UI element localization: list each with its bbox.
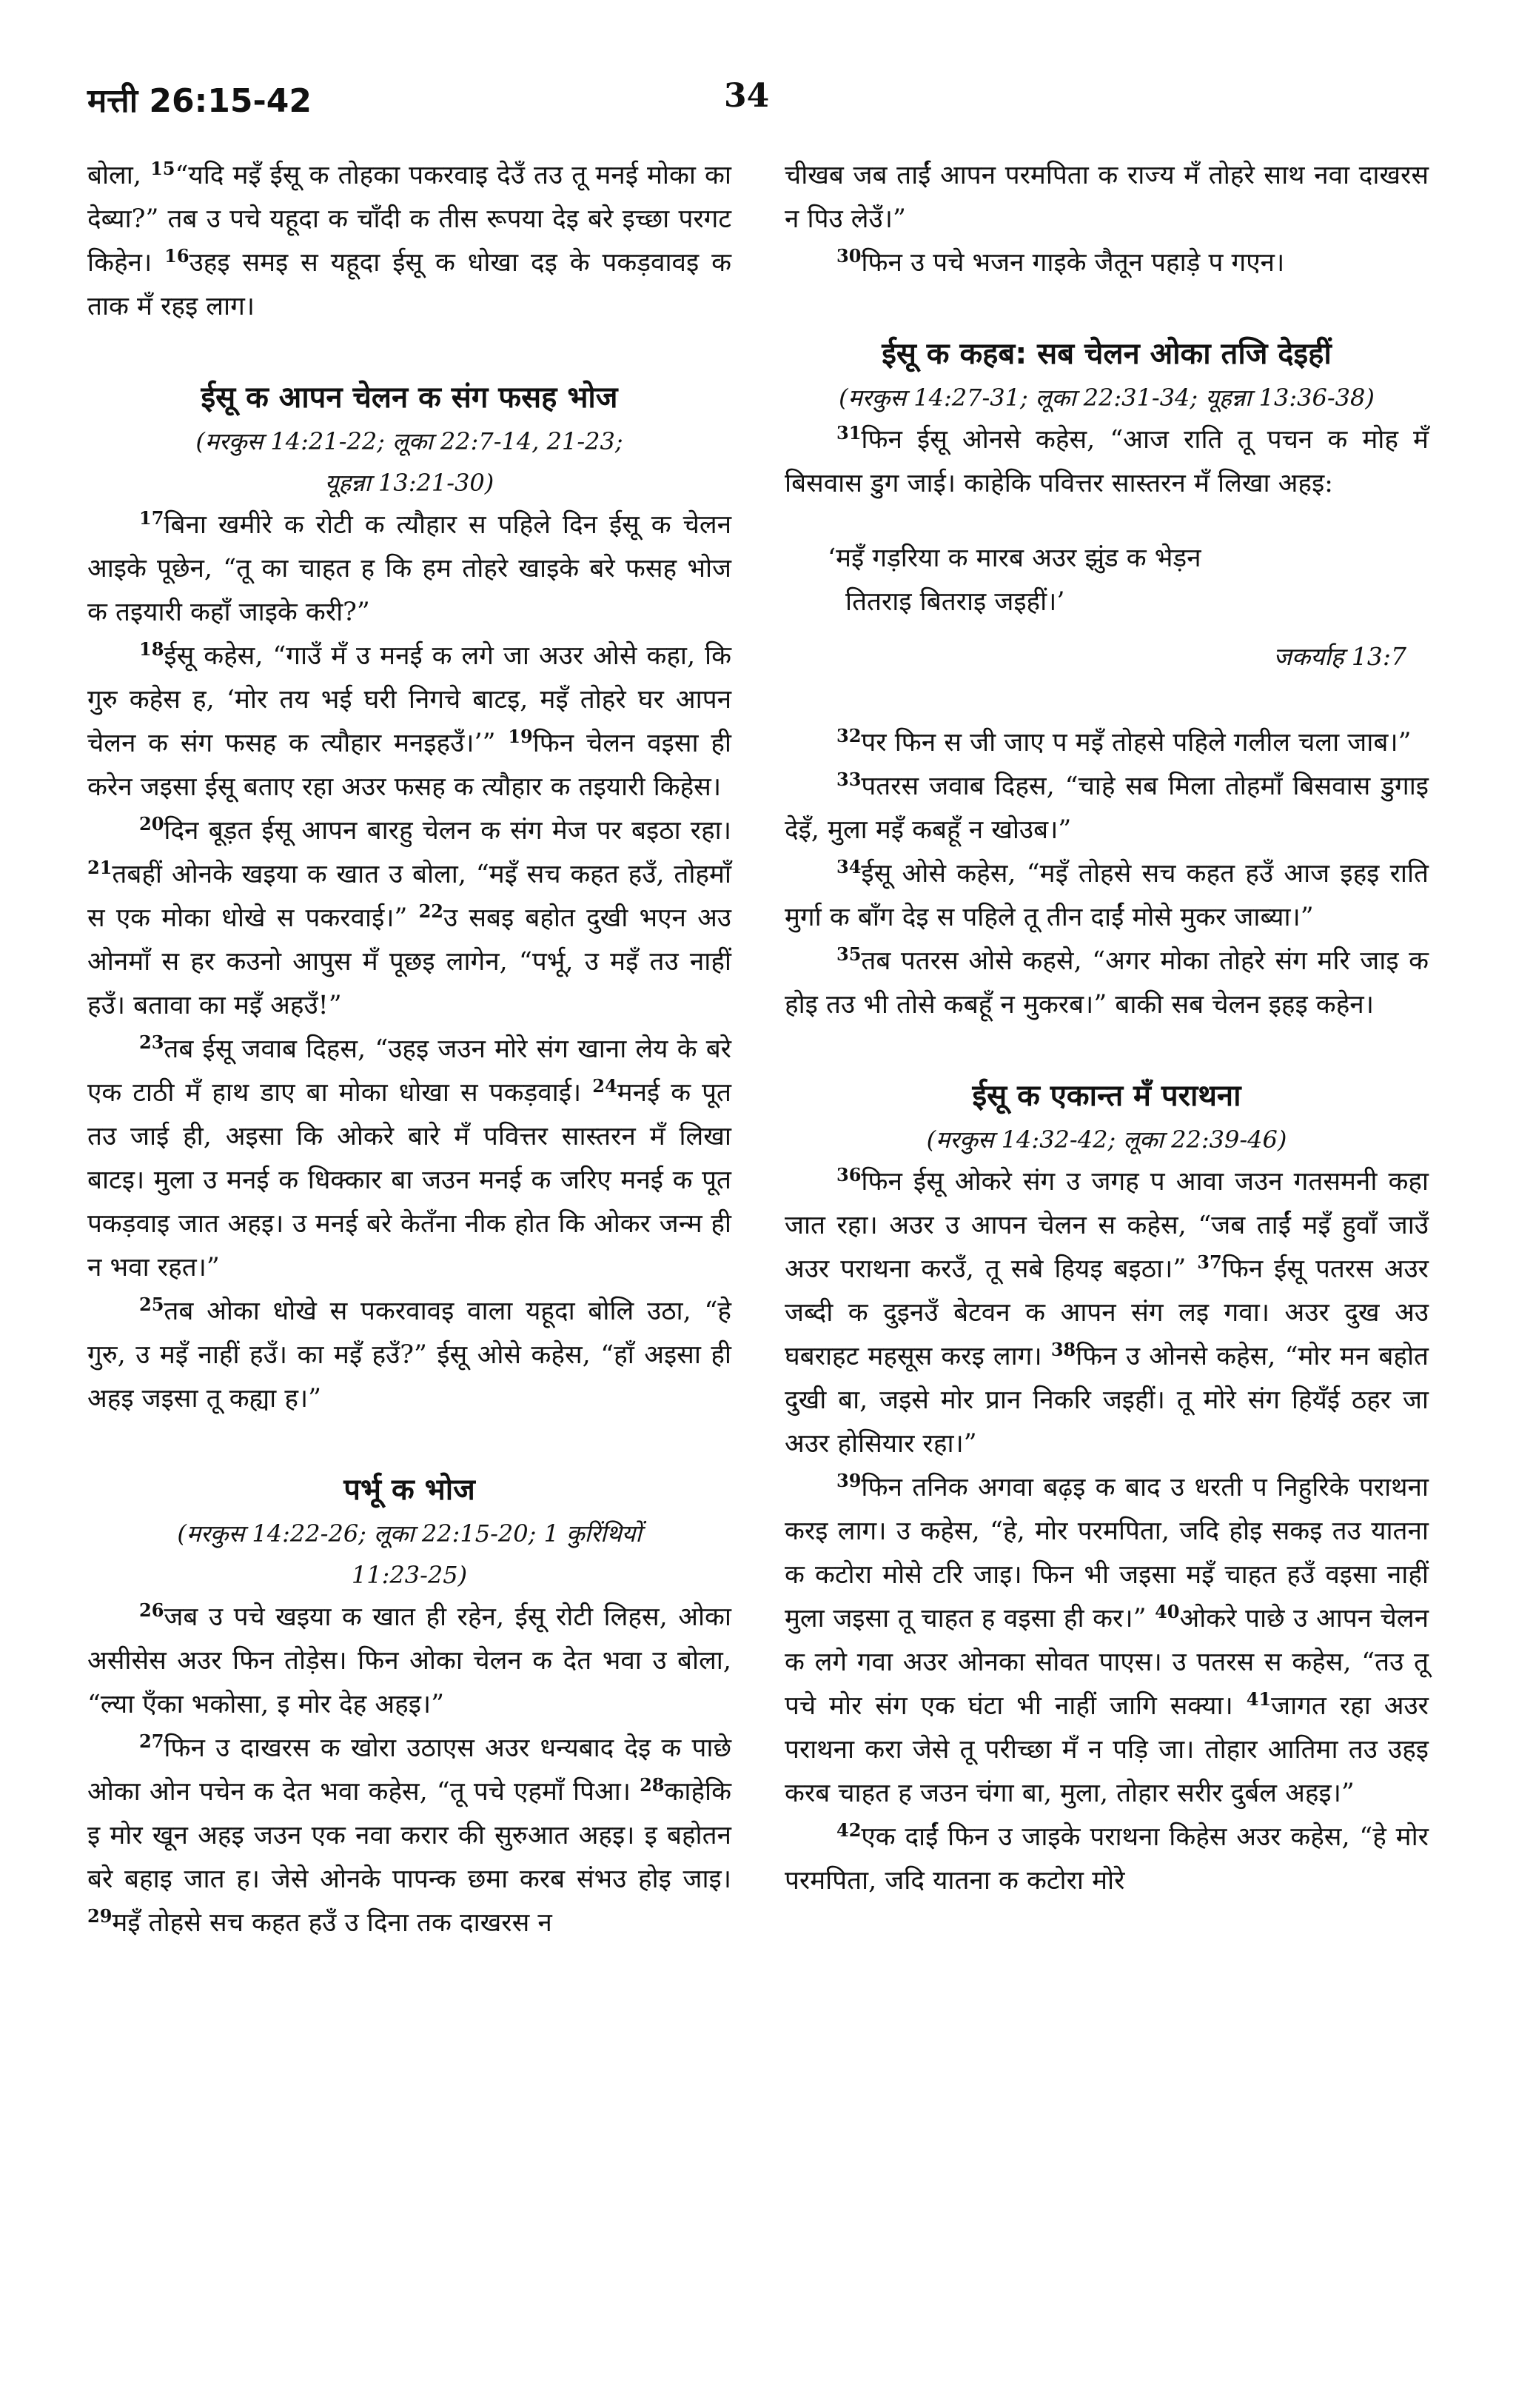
paragraph-verse-17: $^{17}$बिना खमीरे क रोटी क त्यौहार स पहिले दिन ईसू क चेलन आइके पूछेन, “तू का चाहत ह कि हम तोहरे खाइके बरे फसह भोज क तइयारी कहाँ जाइके करी?” (87, 507, 731, 627)
verse-number: 34 (836, 856, 862, 877)
scripture-quote (828, 537, 1429, 624)
verse-number: 36 (836, 1164, 862, 1185)
quote-line: तितराइ बितराइ जइहीं।’ (845, 587, 1065, 617)
page-header (87, 77, 1429, 129)
paragraph-verse-25: $^{25}$तब ओका धोखे स पकरवावइ वाला यहूदा बोलि उठा, “हे गुरु, उ मइँ नाहीं हउँ। का मइँ हउँ?” ईसू ओसे कहेस, “हाँ अइसा ही अहइ जइसा तू कह्या ह।” (87, 1294, 731, 1414)
verse-number: 21 (87, 857, 113, 878)
verse-number: 22 (418, 900, 444, 922)
paragraph-verse-15: बोला, $^{15}$“यदि मइँ ईसू क तोहका पकरवाइ देउँ तउ तू मनई मोका का देब्या?” तब उ पचे यहूदा क चाँदी क तीस रूपया देइ बरे इच्छा परगट किहेन। $^{16}$उहइ समइ स यहूदा ईसू क धोखा दइ के पकड़वावइ क ताक मँ रहइ लाग। (87, 158, 731, 321)
cross-reference: (मरकुस 14:32-42; लूका 22:39-46) (926, 1126, 1287, 1154)
verse-number: 27 (139, 1730, 164, 1752)
paragraph-verse-33: $^{33}$पतरस जवाब दिहस, “चाहे सब मिला तोहमाँ बिसवास डुगाइ देइँ, मुला मइँ कबहूँ न खोउब।” (785, 769, 1429, 845)
verse-number: 28 (640, 1774, 665, 1796)
verse-number: 42 (836, 1819, 862, 1841)
quote-line: ‘मइँ गड़रिया क मारब अउर झुंड क भेड़न (828, 544, 1201, 573)
verse-number: 25 (139, 1294, 164, 1315)
verse-number: 18 (139, 638, 164, 660)
paragraph-verse-39: $^{39}$फिन तनिक अगवा बढ़इ क बाद उ धरती प निहुरिके पराथना करइ लाग। उ कहेस, “हे, मोर परमपिता, जदि होइ सकइ तउ यातना क कटोरा मोसे टरि जाइ। फिन भी जइसा मइँ चाहत हउँ वइसा नाहीं मुला जइसा तू चाहत ह वइसा ही कर।” $^{40}$ओकरे पाछे उ आपन चेलन क लगे गवा अउर ओनका सोवत पाएस। उ पतरस स कहेस, “तउ तू पचे मोर संग एक घंटा भी नाहीं जागि सक्या। $^{41}$जागत रहा अउर पराथना करा जेसे तू परीच्छा मँ न पड़ि जा। तोहार आतिमा तउ उहइ करब चाहत ह जउन चंगा बा, मुला, तोहार सरीर दुर्बल अहइ।” (785, 1470, 1429, 1808)
section-heading-lords-supper: पर्भू क भोज (343, 1473, 475, 1507)
paragraph-verse-30: $^{30}$फिन उ पचे भजन गाइके जैतून पहाड़े प गएन। (836, 245, 1285, 278)
chapter-reference: मत्ती 26:15-42 (87, 82, 312, 120)
paragraph-verse-29-continued: चीखब जब ताईं आपन परमपिता क राज्य मँ तोहरे साथ नवा दाखरस न पिउ लेउँ।” (785, 161, 1429, 234)
paragraph-verse-26: $^{26}$जब उ पचे खइया क खात ही रहेन, ईसू रोटी लिहस, ओका असीसेस अउर फिन तोड़ेस। फिन ओका चेलन क देत भवा उ बोला, “ल्या एँका भकोसा, इ मोर देह अहइ।” (87, 1599, 731, 1719)
paragraph-verse-36: $^{36}$फिन ईसू ओकरे संग उ जगह प आवा जउन गतसमनी कहा जात रहा। अउर उ आपन चेलन स कहेस, “जब ताईं मइँ हुवाँ जाउँ अउर पराथना करउँ, तू सबे हियइ बइठा।” $^{37}$फिन ईसू पतरस अउर जब्दी क दुइनउँ बेटवन क आपन संग लइ गवा। अउर दुख अउ घबराहट महसूस करइ लाग। $^{38}$फिन उ ओनसे कहेस, “मोर मन बहोत दुखी बा, जइसे मोर प्रान निकरि जइहीं। तू मोरे संग हियँई ठहर जा अउर होसियार रहा।” (785, 1164, 1429, 1459)
verse-number: 37 (1197, 1251, 1222, 1273)
verse-number: 20 (139, 813, 164, 835)
paragraph-verse-18: $^{18}$ईसू कहेस, “गाउँ मँ उ मनई क लगे जा अउर ओसे कहा, कि गुरु कहेस ह, ‘मोर तय भई घरी निगचे बाटइ, मइँ तोहरे घर आपन चेलन क संग फसह क त्यौहार मनइहउँ।’” $^{19}$फिन चेलन वइसा ही करेन जइसा ईसू बताए रहा अउर फसह क त्यौहार क तइयारी किहेस। (87, 638, 731, 802)
verse-number: 24 (592, 1075, 617, 1097)
left-column (87, 154, 731, 1945)
cross-reference: यूहन्ना 13:21-30) (324, 469, 494, 497)
paragraph-verse-23: $^{23}$तब ईसू जवाब दिहस, “उहइ जउन मोरे संग खाना लेय के बरे एक टाठी मँ हाथ डाए बा मोका धोखा स पकड़वाई। $^{24}$मनई क पूत तउ जाई ही, अइसा कि ओकरे बारे मँ पवित्तर सास्तरन मँ लिखा बाटइ। मुला उ मनई क धिक्कार बा जउन मनई क जरिए मनई क पूत पकड़वाइ जात अहइ। उ मनई बरे केतँना नीक होत कि ओकर जन्म ही न भवा रहत।” (87, 1031, 731, 1282)
verse-number: 16 (164, 245, 190, 267)
section-heading-desertion: ईसू क कहब: सब चेलन ओका तजि देइहीं (882, 337, 1332, 371)
page-number: 34 (724, 77, 770, 115)
verse-number: 31 (836, 422, 862, 444)
paragraph-verse-32: $^{32}$पर फिन स जी जाए प मइँ तोहसे पहिले गलील चला जाब।” (836, 725, 1412, 757)
paragraph-verse-31: $^{31}$फिन ईसू ओनसे कहेस, “आज राति तू पचन क मोह मँ बिसवास डुग जाई। काहेकि पवित्तर सास्तरन मँ लिखा अहइ: (785, 422, 1429, 498)
section-heading-prayer: ईसू क एकान्त मँ पराथना (972, 1079, 1241, 1113)
section-heading-passover: ईसू क आपन चेलन क संग फसह भोज (201, 381, 618, 415)
verse-number: 26 (139, 1599, 164, 1621)
verse-number: 33 (836, 769, 862, 790)
verse-number: 41 (1246, 1688, 1272, 1710)
cross-reference: (मरकुस 14:27-31; लूका 22:31-34; यूहन्ना 13:36-38) (839, 384, 1375, 412)
quote-source: जकर्याह 13:7 (1273, 642, 1406, 671)
verse-number: 29 (87, 1905, 113, 1927)
paragraph-verse-42: $^{42}$एक दाईं फिन उ जाइके पराथना किहेस अउर कहेस, “हे मोर परमपिता, जदि यातना क कटोरा मोरे (785, 1819, 1429, 1896)
right-column (785, 154, 1429, 1903)
verse-number: 35 (836, 943, 862, 965)
verse-number: 30 (836, 245, 862, 267)
paragraph-verse-35: $^{35}$तब पतरस ओसे कहसे, “अगर मोका तोहरे संग मरि जाइ क होइ तउ भी तोसे कबहूँ न मुकरब।” बाकी सब चेलन इहइ कहेन। (785, 943, 1429, 1020)
cross-reference: (मरकुस 14:21-22; लूका 22:7-14, 21-23; (195, 427, 623, 455)
bible-page (87, 77, 1429, 2372)
cross-reference: (मरकुस 14:22-26; लूका 22:15-20; 1 कुरिंथियों (177, 1519, 642, 1548)
verse-number: 15 (150, 158, 175, 179)
verse-number: 40 (1155, 1601, 1180, 1622)
paragraph-verse-20: $^{20}$दिन बूड़त ईसू आपन बारहु चेलन क संग मेज पर बइठा रहा। $^{21}$तबहीं ओनके खइया क खात उ बोला, “मइँ सच कहत हउँ, तोहमाँ स एक मोका धोखे स पकरवाई।” $^{22}$उ सबइ बहोत दुखी भएन अउ ओनमाँ स हर कउनो आपुस मँ पूछइ लागेन, “पर्भू, उ मइँ तउ नाहीं हउँ। बतावा का मइँ अहउँ!” (87, 813, 731, 1020)
paragraph-verse-27: $^{27}$फिन उ दाखरस क खोरा उठाएस अउर धन्यबाद देइ क पाछे ओका ओन पचेन क देत भवा कहेस, “तू पचे एहमाँ पिआ। $^{28}$काहेकि इ मोर खून अहइ जउन एक नवा करार की सुरुआत अहइ। इ बहोतन बरे बहाइ जात ह। जेसे ओनके पापन्क छमा करब संभउ होइ जाइ। $^{29}$मइँ तोहसे सच कहत हउँ उ दिना तक दाखरस न (87, 1730, 731, 1938)
cross-reference: 11:23-25) (351, 1561, 468, 1589)
verse-number: 19 (508, 726, 533, 747)
verse-number: 23 (139, 1031, 164, 1053)
verse-number: 32 (836, 725, 862, 746)
verse-number: 38 (1050, 1339, 1076, 1360)
paragraph-verse-34: $^{34}$ईसू ओसे कहेस, “मइँ तोहसे सच कहत हउँ आज इहइ राति मुर्गा क बाँग देइ स पहिले तू तीन दाईं मोसे मुकर जाब्या।” (785, 856, 1429, 932)
verse-number: 39 (836, 1470, 862, 1491)
verse-number: 17 (139, 507, 164, 529)
